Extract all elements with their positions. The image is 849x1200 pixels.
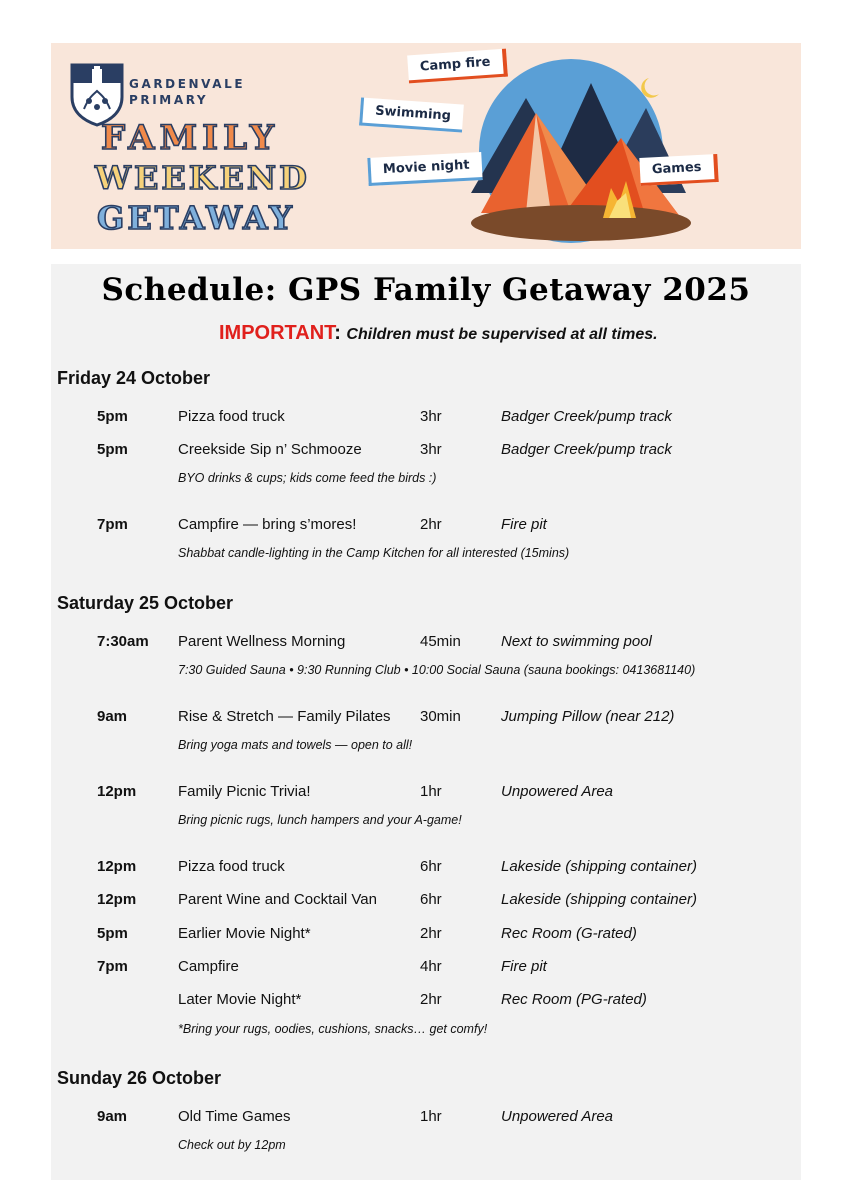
row-event: Pizza food truck [178, 858, 285, 875]
row-duration: 4hr [420, 958, 442, 975]
row-duration: 6hr [420, 858, 442, 875]
row-event: Creekside Sip n’ Schmooze [178, 441, 362, 458]
row-time: 7pm [97, 958, 128, 975]
table-row [51, 991, 801, 1013]
table-row [51, 516, 801, 538]
row-event: Parent Wine and Cocktail Van [178, 891, 377, 908]
table-row [51, 708, 801, 730]
school-name [129, 76, 245, 108]
row-time: 12pm [97, 783, 137, 800]
row-note: Check out by 12pm [178, 1138, 286, 1152]
row-duration: 2hr [420, 516, 442, 533]
row-location: Badger Creek/pump track [501, 408, 672, 425]
important-label: IMPORTANT [219, 322, 335, 344]
row-time: 9am [97, 1108, 128, 1125]
tag-movie-night: Movie night [367, 152, 482, 186]
moon-icon [641, 78, 659, 98]
row-event: Campfire — bring s’mores! [178, 516, 357, 533]
row-location: Rec Room (G-rated) [501, 925, 637, 942]
row-event: Old Time Games [178, 1108, 291, 1125]
row-location: Badger Creek/pump track [501, 441, 672, 458]
row-time: 5pm [97, 408, 128, 425]
row-location: Unpowered Area [501, 1108, 614, 1125]
title-art-line3: GETAWAY [97, 199, 295, 237]
table-row [51, 958, 801, 980]
row-time: 5pm [97, 441, 128, 458]
row-location: Next to swimming pool [501, 633, 652, 650]
tag-swimming: Swimming [359, 97, 464, 132]
table-row [51, 1108, 801, 1130]
row-note: BYO drinks & cups; kids come feed the birds :) [178, 471, 437, 485]
row-note: Shabbat candle-lighting in the Camp Kitchen for all interested (15mins) [178, 546, 570, 560]
row-time: 5pm [97, 925, 128, 942]
day-heading-sunday: Sunday 26 October [57, 1068, 222, 1088]
school-name-line2: PRIMARY [129, 93, 209, 107]
row-location: Rec Room (PG-rated) [501, 991, 647, 1008]
tag-games: Games [639, 154, 718, 186]
row-duration: 30min [420, 708, 461, 725]
important-notice [219, 322, 658, 345]
row-duration: 2hr [420, 925, 442, 942]
row-event: Earlier Movie Night* [178, 925, 311, 942]
row-event: Family Picnic Trivia! [178, 783, 311, 800]
table-row [51, 925, 801, 947]
row-time: 9am [97, 708, 128, 725]
table-row [51, 891, 801, 913]
row-duration: 6hr [420, 891, 442, 908]
row-time: 7:30am [97, 633, 149, 650]
schedule-panel [51, 264, 801, 1180]
page-title: Schedule: GPS Family Getaway 2025 [101, 272, 751, 308]
row-duration: 2hr [420, 991, 442, 1008]
row-time: 7pm [97, 516, 128, 533]
row-event: Campfire [178, 958, 239, 975]
day-heading-saturday: Saturday 25 October [57, 593, 234, 613]
title-art-line2: WEEKEND [95, 159, 310, 197]
header-banner [51, 43, 801, 249]
table-row [51, 633, 801, 655]
row-time: 12pm [97, 858, 137, 875]
row-duration: 45min [420, 633, 461, 650]
tag-camp-fire: Camp fire [407, 49, 507, 84]
row-duration: 1hr [420, 1108, 442, 1125]
table-row [51, 408, 801, 430]
row-event: Pizza food truck [178, 408, 285, 425]
table-row [51, 441, 801, 463]
school-name-line1: GARDENVALE [129, 77, 246, 91]
row-location: Fire pit [501, 958, 547, 975]
day-heading-friday: Friday 24 October [57, 368, 211, 388]
row-time: 12pm [97, 891, 137, 908]
row-duration: 1hr [420, 783, 442, 800]
table-row [51, 858, 801, 880]
row-event: Parent Wellness Morning [178, 633, 346, 650]
row-note: Bring picnic rugs, lunch hampers and your A-game! [178, 813, 462, 827]
row-note: 7:30 Guided Sauna • 9:30 Running Club • 10:00 Social Sauna (sauna bookings: 0413681140) [178, 663, 696, 677]
row-duration: 3hr [420, 408, 442, 425]
row-event: Rise & Stretch — Family Pilates [178, 708, 391, 725]
title-art-line1: FAMILY [101, 118, 280, 158]
table-row [51, 783, 801, 805]
row-location: Lakeside (shipping container) [501, 858, 697, 875]
row-note: *Bring your rugs, oodies, cushions, snacks… get comfy! [178, 1022, 488, 1036]
important-colon: : [334, 322, 341, 344]
row-duration: 3hr [420, 441, 442, 458]
important-message: Children must be supervised at all times. [346, 326, 658, 343]
row-event: Later Movie Night* [178, 991, 302, 1008]
row-note: Bring yoga mats and towels — open to all! [178, 738, 413, 752]
row-location: Unpowered Area [501, 783, 614, 800]
row-location: Fire pit [501, 516, 547, 533]
row-location: Jumping Pillow (near 212) [501, 708, 675, 725]
event-title-logo [93, 115, 353, 239]
row-location: Lakeside (shipping container) [501, 891, 697, 908]
